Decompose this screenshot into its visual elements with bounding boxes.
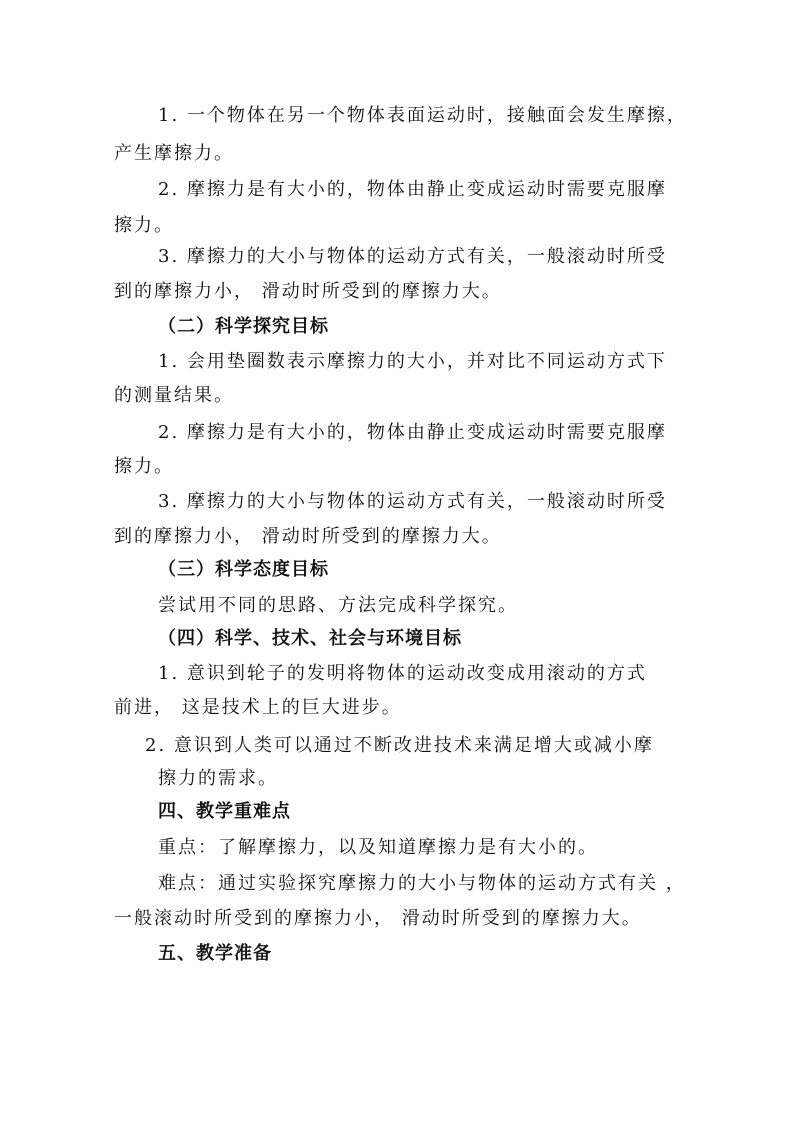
paragraph-4-line-2: 的测量结果。 xyxy=(114,385,234,406)
section-heading-science-attitude: （三）科学态度目标 xyxy=(158,559,329,580)
section-heading-key-difficult-points: 四、教学重难点 xyxy=(158,801,291,822)
paragraph-7: 尝试用不同的思路、方法完成科学探究。 xyxy=(158,595,518,616)
paragraph-1-line-1: 1. 一个物体在另一个物体表面运动时，接触面会发生摩擦， xyxy=(158,105,687,126)
paragraph-6-line-2: 到的摩擦力小， 滑动时所受到的摩擦力大。 xyxy=(114,526,502,547)
difficult-point-line-1: 难点：通过实验探究摩擦力的大小与物体的运动方式有关 ， xyxy=(158,873,686,894)
paragraph-5-line-2: 擦力。 xyxy=(114,456,174,477)
section-heading-stse: （四）科学、技术、社会与环境目标 xyxy=(158,628,462,649)
paragraph-5-line-1: 2. 摩擦力是有大小的，物体由静止变成运动时需要克服摩 xyxy=(158,422,667,443)
paragraph-8-line-1: 1. 意识到轮子的发明将物体的运动改变成用滚动的方式 xyxy=(158,663,647,684)
paragraph-3-line-1: 3. 摩擦力的大小与物体的运动方式有关，一般滚动时所受 xyxy=(158,246,667,267)
paragraph-4-line-1: 1. 会用垫圈数表示摩擦力的大小，并对比不同运动方式下 xyxy=(158,351,667,372)
difficult-point-line-2: 一般滚动时所受到的摩擦力小， 滑动时所受到的摩擦力大。 xyxy=(114,908,642,929)
key-point-line: 重点：了解摩擦力，以及知道摩擦力是有大小的。 xyxy=(158,837,598,858)
paragraph-6-line-1: 3. 摩擦力的大小与物体的运动方式有关，一般滚动时所受 xyxy=(158,491,667,512)
paragraph-1-line-2: 产生摩擦力。 xyxy=(114,143,234,164)
paragraph-2-line-1: 2. 摩擦力是有大小的，物体由静止变成运动时需要克服摩 xyxy=(158,179,667,200)
paragraph-9-line-2: 擦力的需求。 xyxy=(158,768,278,789)
paragraph-8-line-2: 前进， 这是技术上的巨大进步。 xyxy=(114,697,402,718)
paragraph-9-line-1: 2. 意识到人类可以通过不断改进技术来满足增大或减小摩 xyxy=(145,735,654,756)
section-heading-science-inquiry: （二）科学探究目标 xyxy=(158,316,329,337)
paragraph-3-line-2: 到的摩擦力小， 滑动时所受到的摩擦力大。 xyxy=(114,281,502,302)
paragraph-2-line-2: 擦力。 xyxy=(114,215,174,236)
section-heading-teaching-preparation: 五、教学准备 xyxy=(158,943,272,964)
